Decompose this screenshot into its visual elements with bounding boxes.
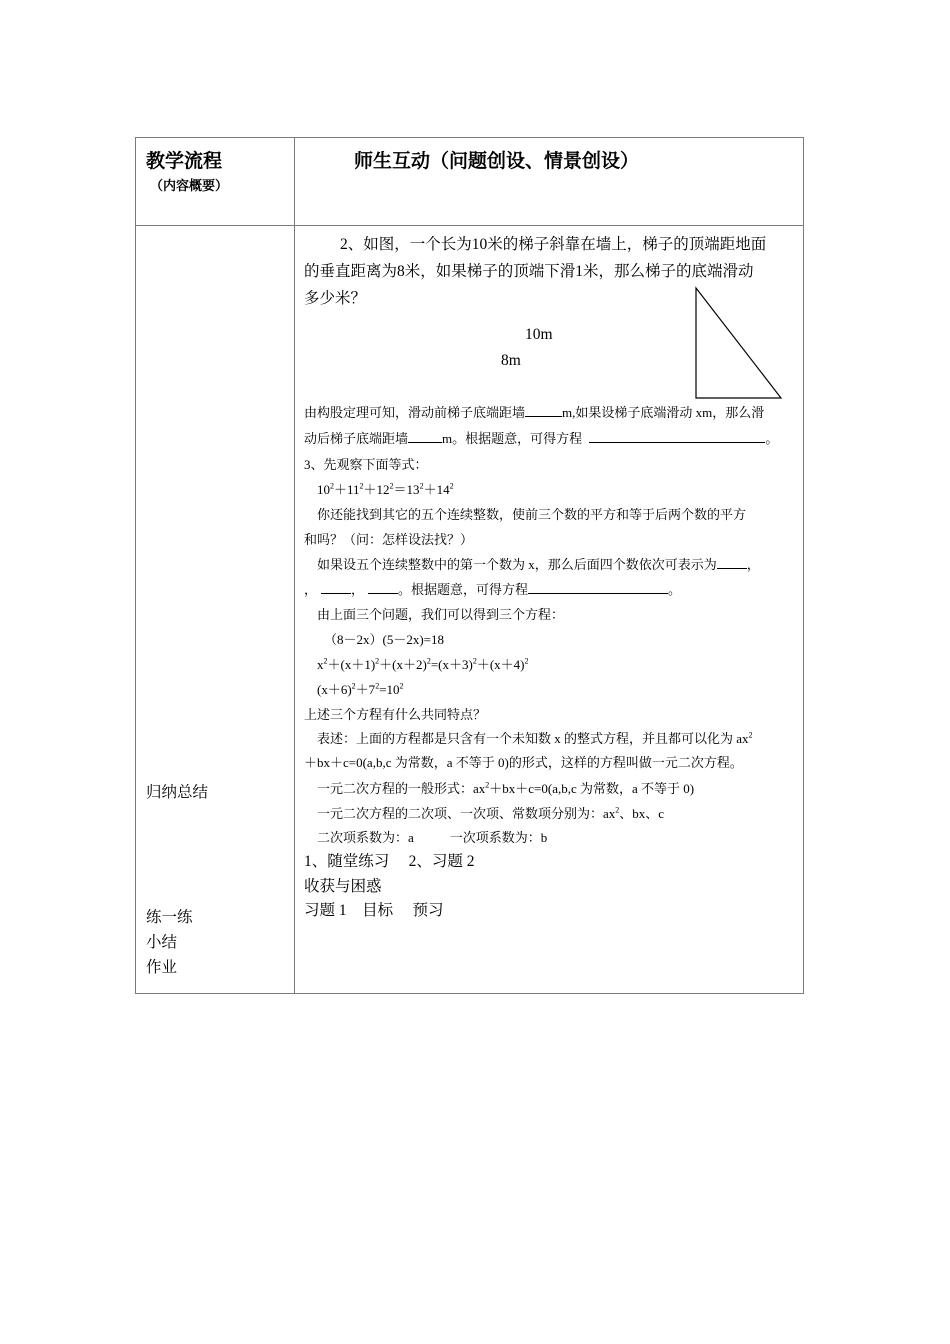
summary-question: 上述三个方程有什么共同特点？ [304, 707, 487, 722]
problem3-title: 3、先观察下面等式： [304, 457, 428, 472]
problem2-line2: 的垂直距离为8米，如果梯子的顶端下滑1米，那么梯子的底端滑动 [304, 263, 754, 280]
recap-content: 收获与困惑 [304, 878, 382, 895]
homework-content: 习题 1 目标 预习 [304, 902, 444, 919]
label-practice: 练一练 [146, 909, 193, 926]
problem2-line3: 多少米？ [304, 290, 367, 307]
header-left-subtitle: （内容概要） [150, 179, 229, 194]
practice-content: 1、随堂练习 2、习题 2 [304, 853, 475, 870]
equation-2: $x^2+(x+1)^2+(x+2)^2=(x+3)^2+(x+4)^2$ [317, 656, 529, 672]
problem3-question3: 如果设五个连续整数中的第一个数为 x，那么后面四个数依次可表示为 ， [317, 557, 760, 572]
lesson-table [135, 137, 804, 994]
ladder-triangle-figure [692, 284, 784, 402]
summary-line1: 表述：上面的方程都是只含有一个未知数 x 的整式方程，并且都可以化为 $ax^2$ [317, 730, 753, 746]
label-homework: 作业 [146, 959, 178, 976]
problem2-line1: 2、如图，一个长为10米的梯子斜靠在墙上，梯子的顶端距地面 [340, 236, 767, 253]
column-divider [294, 138, 295, 993]
problem3-equality: $10^2+11^2+12^2=13^2+14^2$ [317, 481, 454, 497]
header-right-title: 师生互动（问题创设、情景创设） [354, 150, 640, 172]
pythag-line2: 动后梯子底端距墙 m。根据题意，可得方程 。 [304, 431, 779, 446]
label-10m: 10m [525, 326, 553, 343]
label-summary: 归纳总结 [146, 784, 209, 801]
header-left-title: 教学流程 [146, 150, 223, 172]
label-recap: 小结 [146, 934, 178, 951]
summary-line2: ＋bx＋c=0(a,b,c 为常数，a 不等于 0)的形式，这样的方程叫做一元二次方程。 [304, 755, 743, 770]
header-divider [136, 225, 803, 226]
summary-terms: 一元二次方程的二次项、一次项、常数项分别为：$ax^2$、bx、c [317, 805, 665, 821]
equation-3: $(x+6)^2+7^2=10^2$ [317, 681, 404, 697]
label-8m: 8m [501, 352, 521, 369]
problem3-question4: ， ， 。根据题意，可得方程 。 [304, 582, 682, 597]
equations-intro: 由上面三个问题，我们可以得到三个方程： [317, 607, 565, 622]
pythag-line1: 由构股定理可知，滑动前梯子底端距墙 m,如果设梯子底端滑动 xm，那么滑 [304, 405, 765, 420]
summary-coefficients: 二次项系数为：a 一次项系数为：b [317, 830, 548, 845]
problem3-question2: 和吗？（问：怎样设法找？） [304, 532, 474, 547]
problem3-question1: 你还能找到其它的五个连续整数，使前三个数的平方和等于后两个数的平方 [317, 507, 747, 522]
summary-general-form: 一元二次方程的一般形式：$ax^2+bx+c=0(a,b,c$ 为常数，a 不等于 0) [317, 780, 695, 796]
equation-1: （8－2x）(5－2x)=18 [324, 632, 444, 647]
